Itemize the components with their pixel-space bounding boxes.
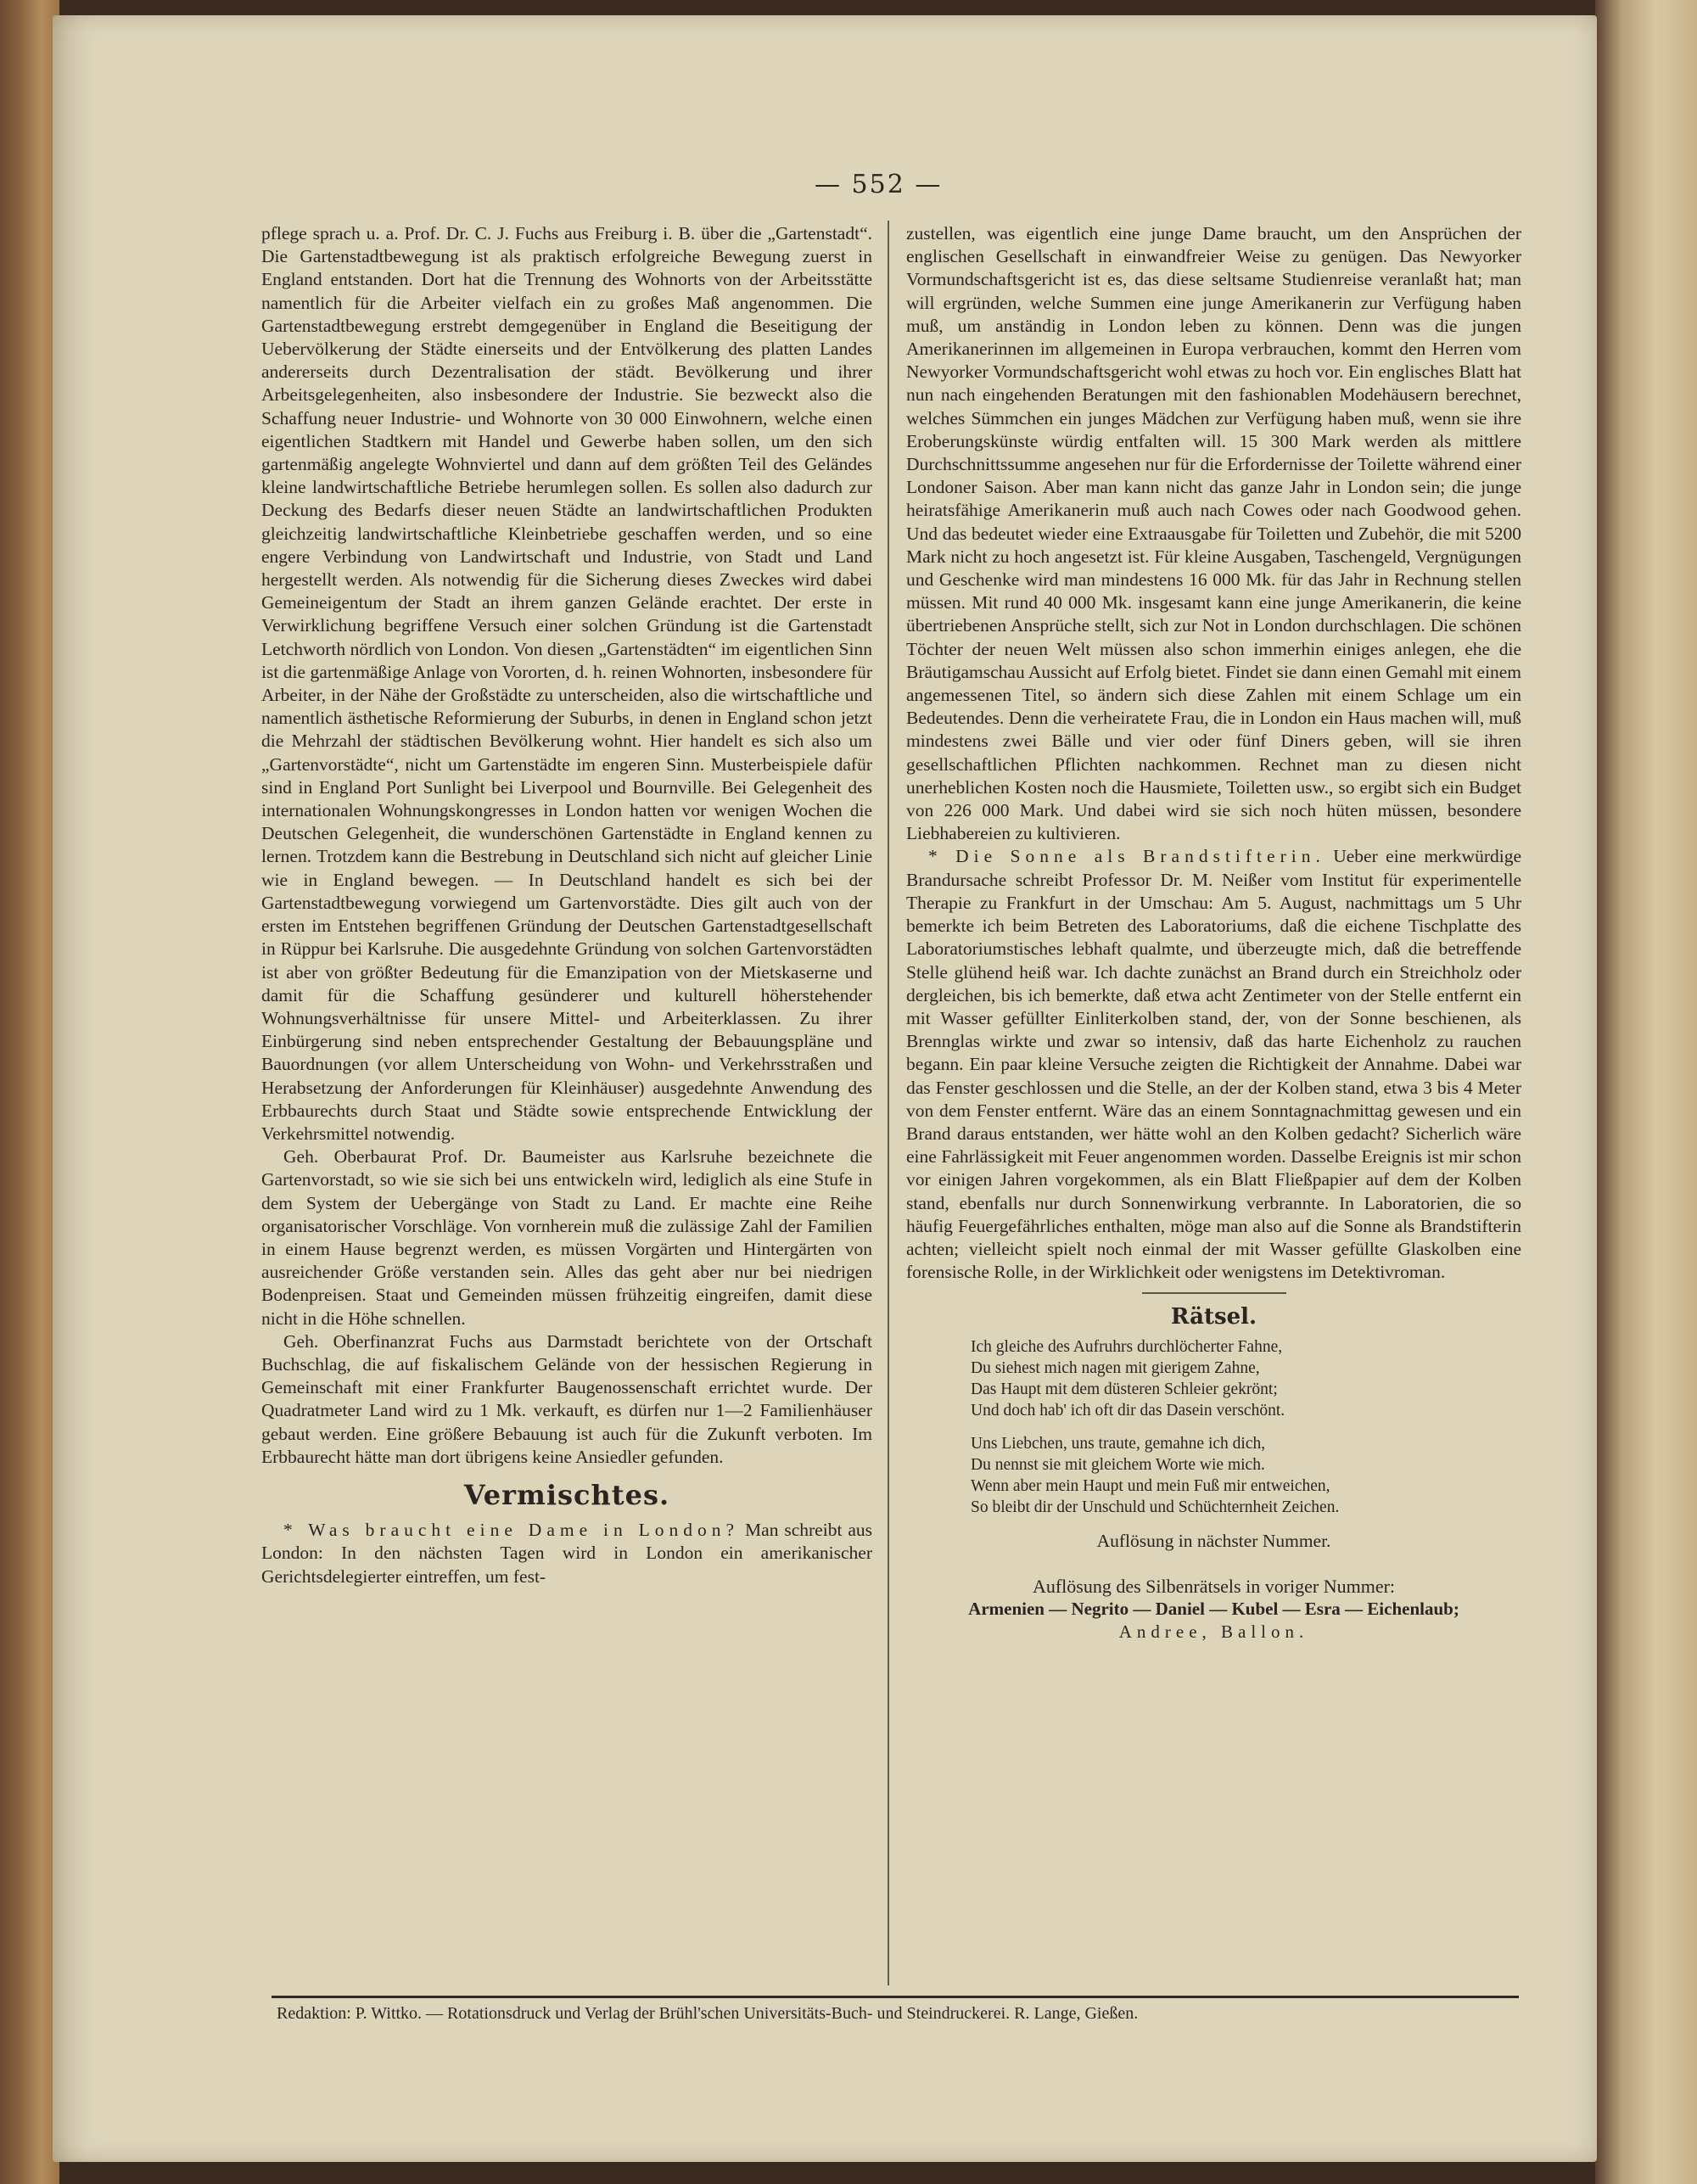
- solution-line-2: Andree, Ballon.: [1118, 1621, 1309, 1642]
- verse-line: Du siehest mich nagen mit gierigem Zahne,: [971, 1358, 1260, 1377]
- riddle-verse: [971, 1336, 1521, 1518]
- verse-line: Wenn aber mein Haupt und mein Fuß mir entweichen,: [971, 1476, 1330, 1495]
- paragraph-gartenstadt: pflege sprach u. a. Prof. Dr. C. J. Fuchs aus Freiburg i. B. über die „Gartenstadt“. Die Gartenstadtbewegung ist als praktisch erfolgreiche Bewegung zuerst in England entstanden. Dort hat die Trennung des Wohnorts von der Arbeitsstätte namentlich für die Arbeiter vielfach ein zu großes Maß angenommen. Die Gartenstadtbewegung erstrebt demgegenüber in England die Beseitigung der Uebervölkerung der Städte einerseits und der Entvölkerung des platten Landes andererseits durch Dezentralisation der städt. Bevölkerung und ihrer Arbeitsgelegenheiten, also insbesondere der Industrie. Sie bezweckt also die Schaffung neuer Industrie- und Wohnorte von 30 000 Einwohnern, welche einen eigentlichen Stadtkern mit Handel und Gewerbe haben sollen, um den sich gartenmäßig angelegte Wohnviertel und dann auf dem größten Teil des Geländes kleine landwirtschaftliche Betriebe herumlegen sollen. Es sollen also dadurch zur Deckung des Bedarfs dieser neuen Städte an landwirtschaftlichen Produkten gleichzeitig landwirtschaftliche Kleinbetriebe geschaffen werden, und so eine engere Verbindung von Landwirtschaft und Industrie, von Stadt und Land hergestellt werden. Als notwendig für die Sicherung dieses Zweckes wird dabei Gemeineigentum der Stadt an ihrem ganzen Gelände erachtet. Der erste in Verwirklichung begriffene Versuch einer solchen Gründung ist die Gartenstadt Letchworth nördlich von London. Von diesen „Gartenstädten“ im eigentlichen Sinn ist die gartenmäßige Anlage von Vororten, d. h. reinen Wohnorten, insbesondere für Arbeiter, in der Nähe der Großstädte zu unterscheiden, also die wirtschaftliche und namentlich ästhetische Reformierung der Suburbs, in denen in England schon jetzt die Mehrzahl der städtischen Bevölkerung wohnt. Hier handelt es sich also um „Gartenvorstädte“, nicht um Gartenstädte im engeren Sinn. Musterbeispiele dafür sind in England Port Sunlight bei Liverpool und Bournville. Bei Gelegenheit des internationalen Wohnungskongresses in London hatten vor wenigen Wochen die Deutschen Gelegenheit, die wunderschönen Gartenstädte in England kennen zu lernen. Trotzdem kann die Bestrebung in Deutschland sich nicht auf gleicher Linie wie in England bewegen. — In Deutschland handelt es sich bei der Gartenstadtbewegung vorwiegend um Gartenvorstädte. Dies gilt auch von der ersten im Entstehen begriffenen Gründung der Deutschen Gartenstadtgesellschaft in Rüppur bei Karlsruhe. Die ausgedehnte Gründung von solchen Gartenvorstädten ist aber von größter Bedeutung für die Emanzipation von der Mietskaserne und damit für die Schaffung gesünderer und kulturell höherstehender Wohnungsverhältnisse für unsere Mittel- und Arbeiterklassen. Zu ihrer Einbürgerung sind neben entsprechender Gestaltung der Bebauungspläne und Bauordnungen (vor allem Unterscheidung von Wohn- und Verkehrsstraßen und Herabsetzung der Anforderungen für Kleinhäuser) ausgedehnte Anwendung des Erbbaurechts durch Staat und Städte sowie entsprechende Entwicklung der Verkehrsmittel notwendig.: [261, 223, 872, 1144]
- article-sonne-brandstifterin: [906, 845, 1521, 1284]
- footer-imprint: Redaktion: P. Wittko. — Rotationsdruck und Verlag der Brühl'schen Universitäts-Buch- und Steindruckerei. R. Lange, Gießen.: [277, 2004, 1139, 2023]
- article-lead-title: * Was braucht eine Dame in London?: [283, 1520, 740, 1541]
- article-continuation: zustellen, was eigentlich eine junge Dame braucht, um den Ansprüchen der englischen Gesellschaft in einwandfreier Weise zu genügen. Das Newyorker Vormundschaftsgericht ist es, das diese seltsame Studienreise veranlaßt hat; man will ergründen, welche Summen eine junge Amerikanerin zur Verfügung haben muß, um anständig in London leben zu können. Denn was die jungen Amerikanerinnen im allgemeinen in Europa verbrauchen, kommt den Herren vom Newyorker Vormundschaftsgericht wohl etwas zu hoch vor. Ein englisches Blatt hat nun nach eingehenden Beratungen mit den fashionablen Modehäusern berechnet, welches Sümmchen ein junges Mädchen zur Verfügung haben muß, wenn sie ihre Eroberungskünste würdig entfalten will. 15 300 Mark werden als mittlere Durchschnittssumme angesehen nur für die Erfordernisse der Toilette während einer Londoner Saison. Aber man kann nicht das ganze Jahr in London sein; die junge heiratsfähige Amerikanerin muß auch nach Cowes oder nach Goodwood gehen. Und das bedeutet wieder eine Extraausgabe für Toiletten und Zubehör, die mit 5200 Mark nicht zu hoch angesetzt ist. Für kleine Ausgaben, Taschengeld, Vergnügungen und Geschenke wird man mindestens 16 000 Mk. für das Jahr in Rechnung stellen müssen. Mit rund 40 000 Mk. insgesamt kann eine junge Amerikanerin, die keine übertriebenen Ansprüche stellt, sich zur Not in London durchschlagen. Die schönen Töchter der neuen Welt müssen also schon immerhin einiges anlegen, ehe die Bräutigamschau Aussicht auf Erfolg bietet. Findet sie dann einen Gemahl mit einem angemessenen Titel, so ändern sich diese Zahlen mit einem Schlage um ein Bedeutendes. Denn die verheiratete Frau, die in London ein Haus machen will, muß mindestens zwei Bälle und vier oder fünf Diners geben, will sie ihren gesellschaftlichen Pflichten nachkommen. Rechnet man zu diesen nicht unerheblichen Kosten noch die Hausmiete, Toiletten usw., so ergibt sich ein Budget von 226 000 Mark. Und dabei wird sie sich noch hüten müssen, besondere Liebhabereien zu kultivieren.: [906, 223, 1521, 844]
- riddle-stanza-1: [971, 1336, 1521, 1421]
- article-start-text: Man schreibt aus London: In den nächsten Tagen wird in London ein amerikanischer Gerichtsdelegierter eintreffen, um fest-: [261, 1520, 872, 1587]
- verse-line: Ich gleiche des Aufruhrs durchlöcherter Fahne,: [971, 1337, 1283, 1356]
- article-dame-in-london: [261, 1519, 872, 1588]
- right-column: [906, 222, 1521, 1945]
- section-separator: [1142, 1292, 1286, 1294]
- verse-line: Das Haupt mit dem düsteren Schleier gekrönt;: [971, 1380, 1278, 1398]
- paragraph-baumeister: Geh. Oberbaurat Prof. Dr. Baumeister aus Karlsruhe bezeichnete die Gartenvorstadt, so wie sie sich bei uns entwickeln wird, lediglich als eine Stufe in dem System der Uebergänge von Stadt zu Land. Er machte eine Reihe organisatorischer Vorschläge. Von vornherein muß die zulässige Zahl der Familien in einem Hause begrenzt werden, es müssen Vorgärten und Hintergärten von ausreichender Größe verstanden sein. Alles das geht aber nur bei niedrigen Bodenpreisen. Staat und Gemeinden müssen frühzeitig eingreifen, damit diese nicht in die Höhe schnellen.: [261, 1146, 872, 1329]
- verse-line: Und doch hab' ich oft dir das Dasein verschönt.: [971, 1401, 1285, 1420]
- page-number: — 552 —: [815, 170, 943, 199]
- book-spine-left: [0, 0, 59, 2184]
- riddle-stanza-2: [971, 1433, 1521, 1518]
- solution-line-1: Armenien — Negrito — Daniel — Kubel — Esra — Eichenlaub;: [968, 1598, 1459, 1619]
- article2-lead-title: * Die Sonne als Brandstifterin.: [928, 846, 1325, 867]
- section-heading-vermischtes: Vermischtes.: [463, 1478, 670, 1511]
- left-column: [261, 222, 872, 1843]
- riddle-title: Rätsel.: [1170, 1304, 1257, 1330]
- footer-rule: [272, 1996, 1519, 1998]
- article2-text: Ueber eine merkwürdige Brandursache schreibt Professor Dr. M. Neißer vom Institut für experimentelle Therapie zu Frankfurt in der Umschau: Am 5. August, nachmittags um 5 Uhr bemerkte ich beim Betreten des Laboratoriums, daß die eichene Tischplatte des Laboratoriumstisches lebhaft qualmte, und überzeugte mich, daß die betreffende Stelle glühend heiß war. Ich dachte zunächst an Brand durch ein Streichholz oder dergleichen, bis ich bemerkte, daß etwa acht Zentimeter von der Stelle entfernt ein mit Wasser gefüllter Einliterkolben stand, der, von der Sonne beschienen, als Brennglas wirkte und zwar so intensiv, daß das harte Eichenholz zu rauchen begann. Ein paar kleine Versuche zeigten die Richtigkeit der Annahme. Dabei war das Fenster geschlossen und die Stelle, an der der Kolben stand, etwa 3 bis 4 Meter von dem Fenster entfernt. Wäre das an einem Sonntagnachmittag gewesen und ein Brand daraus entstanden, wer hätte wohl an den Kolben gedacht? Sicherlich wäre eine Fahrlässigkeit mit Feuer angenommen worden. Dasselbe Ereignis ist mir schon vor einigen Jahren vorgekommen, als ein Blatt Fließpapier auf dem der Kolben stand, ebenfalls nur durch Sonnenwirkung verbrannte. In Laboratorien, die so häufig Feuergefährliches enthalten, möge man also auf die Sonne als Brandstifterin achten; vielleicht spielt noch einmal der mit Wasser gefüllte Glaskolben eine forensische Rolle, in der Wirklichkeit oder wenigstens im Detektivroman.: [906, 846, 1521, 1283]
- verse-line: Uns Liebchen, uns traute, gemahne ich dich,: [971, 1434, 1266, 1453]
- column-divider: [888, 221, 889, 1985]
- solution-heading: Auflösung des Silbenrätsels in voriger Nummer:: [1032, 1575, 1396, 1597]
- verse-line: So bleibt dir der Unschuld und Schüchternheit Zeichen.: [971, 1498, 1340, 1516]
- paragraph-buchschlag: Geh. Oberfinanzrat Fuchs aus Darmstadt berichtete von der Ortschaft Buchschlag, die auf fiskalischem Gelände von der hessischen Regierung in Gemeinschaft mit einer Frankfurter Baugenossenschaft errichtet wurde. Der Quadratmeter Land wird zu 1 Mk. verkauft, es dürfen nur 1—2 Familienhäuser gebaut werden. Eine größere Bebauung ist auch für die Zukunft verboten. Im Erbbaurecht hätte man dort übrigens keine Ansiedler gefunden.: [261, 1330, 872, 1467]
- verse-line: Du nennst sie mit gleichem Worte wie mich.: [971, 1455, 1265, 1474]
- book-spine-right: [1595, 0, 1697, 2184]
- riddle-answer-note: Auflösung in nächster Nummer.: [1096, 1530, 1331, 1551]
